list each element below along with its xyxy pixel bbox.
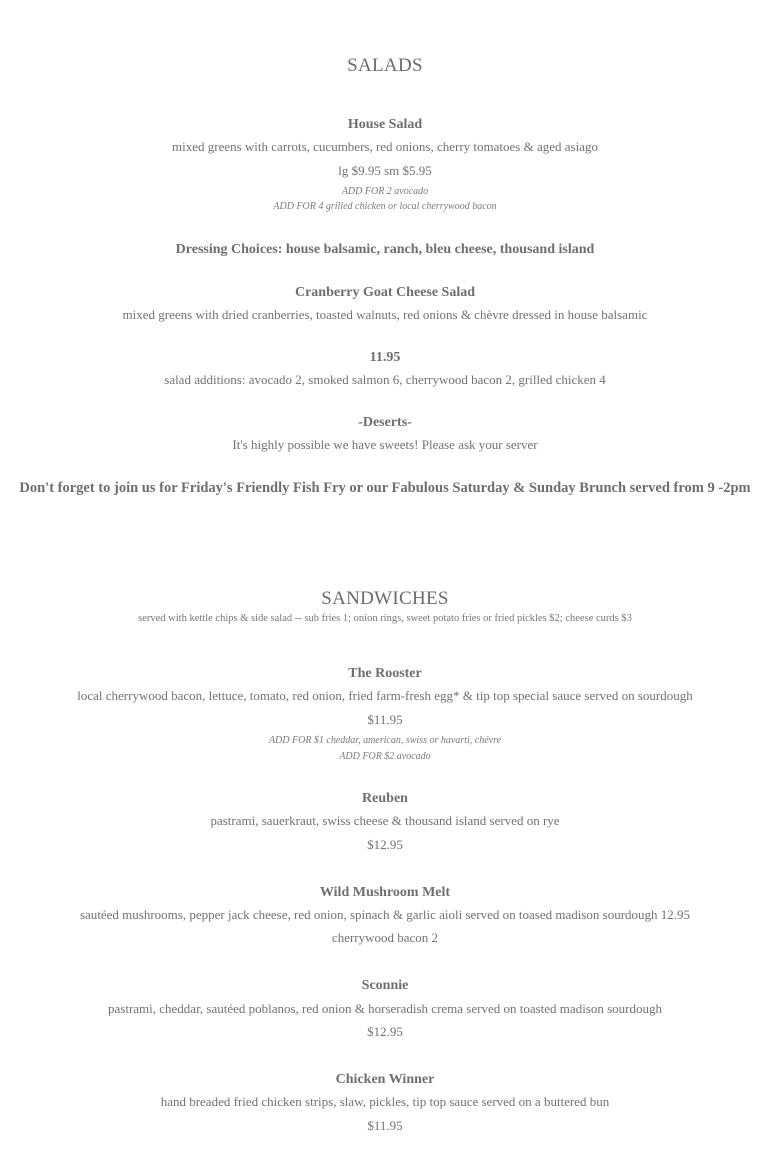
deserts-heading: -Deserts-	[358, 415, 412, 430]
mushroom-melt-name: Wild Mushroom Melt	[319, 885, 451, 900]
house-salad-name: House Salad	[347, 117, 423, 132]
sandwiches-subheading: served with kettle chips & side salad -- sub fries 1; onion rings, sweet potato fries or fried pickles $2; cheese curds $3	[138, 613, 632, 624]
house-salad-addon-avocado: ADD FOR 2 avocado	[341, 186, 429, 197]
house-salad-desc: mixed greens with carrots, cucumbers, red onions, cherry tomatoes & aged asiago	[172, 139, 598, 154]
deserts-text: It's highly possible we have sweets! Please ask your server	[232, 437, 538, 452]
sconnie-name: Sconnie	[361, 978, 409, 993]
rooster-name: The Rooster	[348, 666, 422, 681]
reuben-price: $12.95	[367, 837, 403, 852]
rooster-addon-avocado: ADD FOR $2 avocado	[339, 751, 431, 762]
house-salad-price: lg $9.95 sm $5.95	[338, 163, 432, 178]
chicken-winner-name: Chicken Winner	[335, 1072, 435, 1087]
cranberry-salad-desc: mixed greens with dried cranberries, toasted walnuts, red onions & chèvre dressed in house balsamic	[122, 307, 648, 322]
dressing-choices: Dressing Choices: house balsamic, ranch, bleu cheese, thousand island	[175, 242, 595, 257]
house-salad-addon-protein: ADD FOR 4 grilled chicken or local cherrywood bacon	[273, 201, 497, 212]
sandwiches-heading: SANDWICHES	[321, 588, 449, 609]
salad-price: 11.95	[369, 350, 401, 365]
reuben-name: Reuben	[362, 791, 408, 806]
reuben-desc: pastrami, sauerkraut, swiss cheese & thousand island served on rye	[210, 813, 560, 828]
mushroom-melt-extra: cherrywood bacon 2	[331, 930, 439, 945]
salad-additions: salad additions: avocado 2, smoked salmon 6, cherrywood bacon 2, grilled chicken 4	[164, 372, 606, 387]
rooster-addon-cheese: ADD FOR $1 cheddar, american, swiss or havarti, chévre	[268, 735, 502, 746]
chicken-winner-desc: hand breaded fried chicken strips, slaw, pickles, tip top sauce served on a buttered bun	[160, 1094, 610, 1109]
salads-heading: SALADS	[347, 55, 423, 76]
rooster-desc: local cherrywood bacon, lettuce, tomato, red onion, fried farm-fresh egg* & tip top special sauce served on sourdough	[77, 688, 693, 703]
sconnie-price: $12.95	[367, 1024, 403, 1039]
promo-text: Don't forget to join us for Friday's Friendly Fish Fry or our Fabulous Saturday & Sunday Brunch served from 9 -2pm	[19, 480, 751, 496]
chicken-winner-price: $11.95	[367, 1118, 403, 1133]
rooster-price: $11.95	[367, 712, 403, 727]
cranberry-salad-name: Cranberry Goat Cheese Salad	[294, 285, 476, 300]
mushroom-melt-desc: sautéed mushrooms, pepper jack cheese, red onion, spinach & garlic aioli served on toased madison sourdough 12.95	[79, 907, 691, 922]
sconnie-desc: pastrami, cheddar, sautéed poblanos, red onion & horseradish crema served on toasted madison sourdough	[108, 1001, 662, 1016]
